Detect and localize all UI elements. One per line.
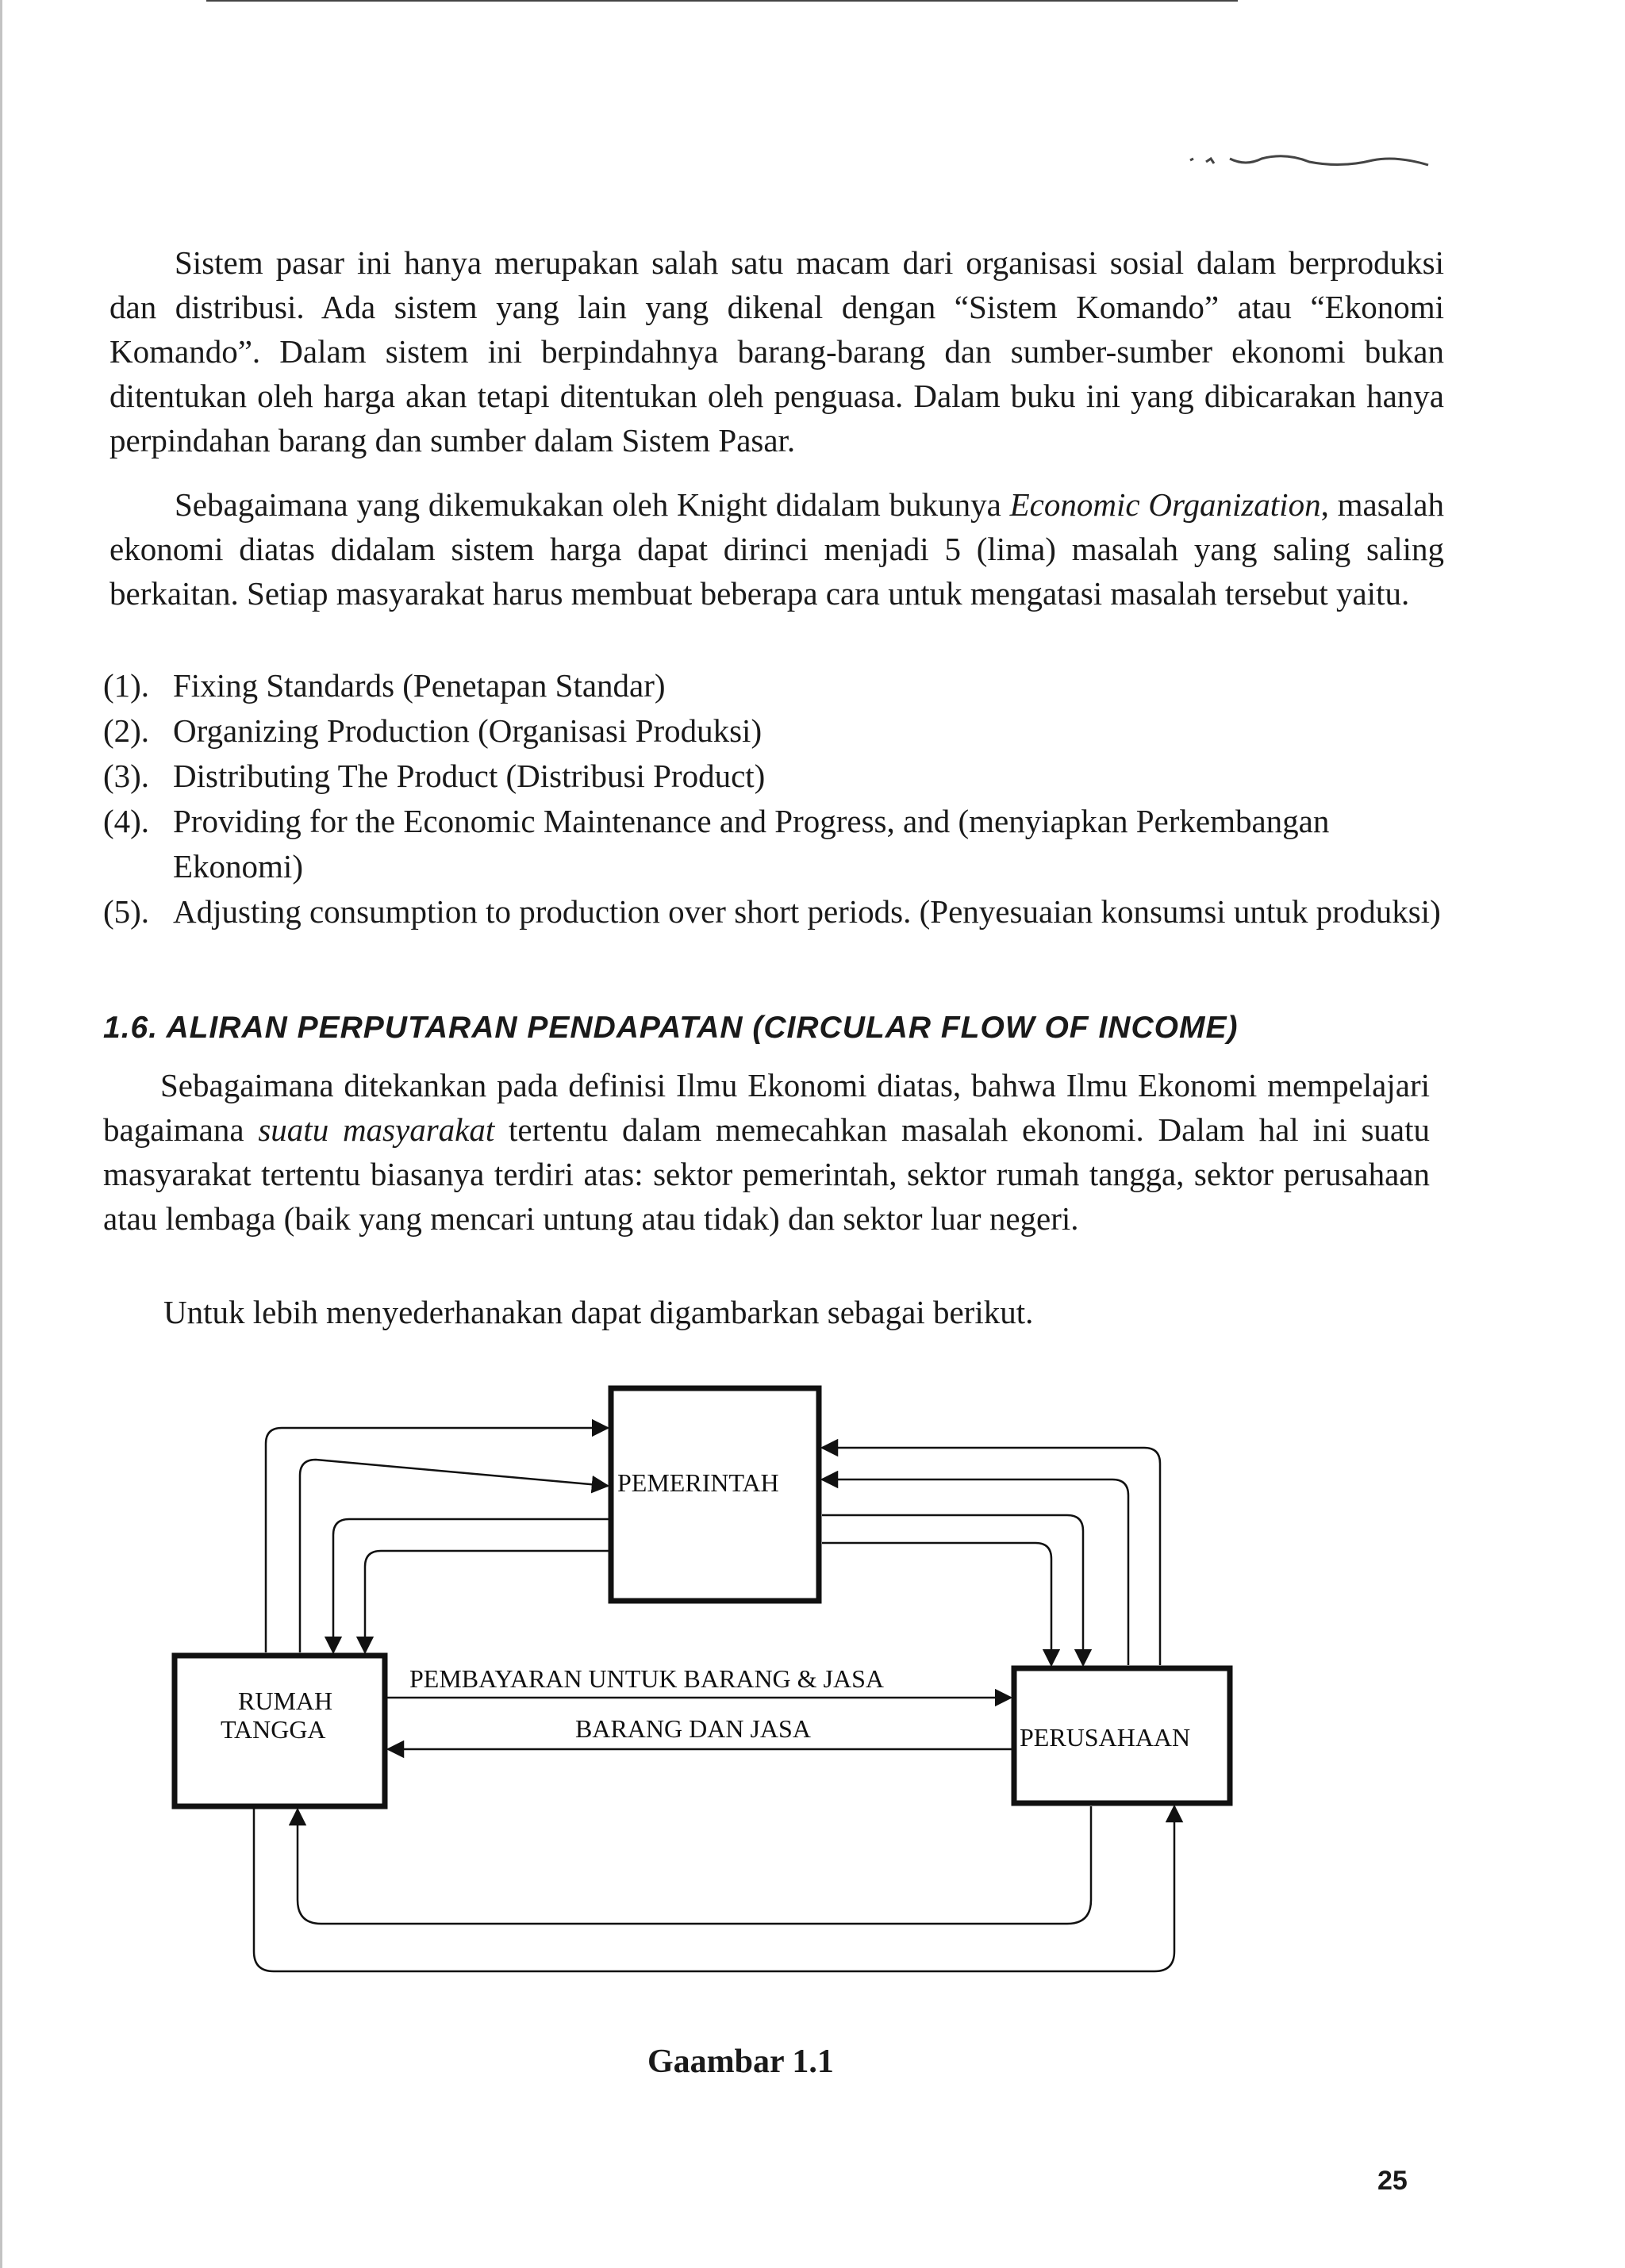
- label-tangga: TANGGA: [221, 1715, 326, 1744]
- list-item-number: (1).: [103, 667, 150, 704]
- label-flow-goods: BARANG DAN JASA: [575, 1714, 811, 1743]
- figure-caption: Gaambar 1.1: [647, 2044, 834, 2080]
- flow-rt-gov-outer: [266, 1428, 608, 1652]
- paragraph-knight-part1: Sebagaimana yang dikemukakan oleh Knight didalam bukunya: [175, 486, 1010, 523]
- label-perusahaan: PERUSAHAAN: [1020, 1723, 1191, 1752]
- list-item: [103, 663, 1452, 708]
- list-item-number: (2).: [103, 712, 150, 749]
- list-item: [103, 708, 1452, 754]
- label-pemerintah: PEMERINTAH: [617, 1468, 779, 1497]
- flow-gov-rt-inner: [365, 1551, 611, 1652]
- list-item-number: (5).: [103, 893, 150, 930]
- list-item-number: (3).: [103, 758, 150, 794]
- scan-noise-mark: [1182, 149, 1452, 171]
- paragraph-ilmu-ekonomi: [103, 1063, 1430, 1241]
- paragraph-intro-diagram: Untuk lebih menyederhanakan dapat digambarkan sebagai berikut.: [163, 1294, 1034, 1330]
- paragraph-sistem-pasar: Sistem pasar ini hanya merupakan salah satu macam dari organisasi sosial dalam berproduksi dan distribusi. Ada sistem yang lain yang dikenal dengan “Sistem Komando” atau “Ekonomi Komando”. Dalam sistem ini berpindahnya barang-barang dan sumber-sumber ekonomi bukan ditentukan oleh harga akan tetapi ditentukan oleh penguasa. Dalam buku ini yang dibicarakan hanya perpindahan barang dan sumber dalam Sistem Pasar.: [109, 244, 1444, 459]
- list-item-text: Adjusting consumption to production over short periods. (Penyesuaian konsumsi untuk produksi): [173, 893, 1441, 930]
- flow-bottom-inner: [298, 1806, 1091, 1924]
- flow-gov-firm-outer: [822, 1515, 1083, 1665]
- list-item-text: Providing for the Economic Maintenance and Progress, and (menyiapkan Perkembangan Ekonomi): [173, 803, 1330, 885]
- list-item-text: Distributing The Product (Distribusi Product): [173, 758, 766, 794]
- page-number: 25: [1377, 2166, 1408, 2196]
- flow-gov-firm-inner: [822, 1543, 1051, 1665]
- list-item-text: Organizing Production (Organisasi Produksi): [173, 712, 763, 749]
- circular-flow-diagram: [159, 1376, 1254, 2003]
- flow-gov-rt-outer: [333, 1519, 611, 1652]
- paragraph-ilmu-part2: tertentu dalam memecahkan masalah ekonomi. Dalam hal ini suatu masyarakat tertentu biasanya terdiri atas: sektor pemerintah, sektor rumah tangga, sektor perusahaan atau lembaga (baik yang mencari untung atau tidak) dan sektor luar negeri.: [103, 1111, 1431, 1237]
- flow-rt-gov-inner: [300, 1460, 608, 1652]
- paragraph-ilmu-part1: Sebagaimana ditekankan pada definisi Ilmu Ekonomi diatas, bahwa Ilmu Ekonomi mempelajari bagaimana: [103, 1067, 1430, 1148]
- list-item-number: (4).: [103, 803, 150, 839]
- list-item: [103, 799, 1452, 889]
- list-item: [103, 889, 1452, 934]
- flow-bottom-outer: [254, 1806, 1174, 1971]
- label-rumah: RUMAH: [238, 1687, 333, 1715]
- section-heading: 1.6. ALIRAN PERPUTARAN PENDAPATAN (CIRCULAR FLOW OF INCOME): [103, 1011, 1239, 1045]
- list-item-text: Fixing Standards (Penetapan Standar): [173, 667, 666, 704]
- list-item: [103, 754, 1452, 799]
- problem-list: [103, 663, 1452, 934]
- book-title: Economic Organization: [1009, 486, 1321, 523]
- emphasis-suatu-masyarakat: suatu masyarakat: [258, 1111, 495, 1148]
- top-rule: [206, 0, 1238, 2]
- label-flow-payment: PEMBAYARAN UNTUK BARANG & JASA: [409, 1664, 885, 1693]
- paragraph-knight: [109, 482, 1444, 616]
- paragraph-knight-part2: , masalah ekonomi diatas didalam sistem harga dapat dirinci menjadi 5 (lima) masalah yang saling saling berkaitan. Setiap masyarakat harus membuat beberapa cara untuk mengatasi masalah tersebut yaitu.: [109, 486, 1444, 612]
- page-edge: [0, 0, 2, 2268]
